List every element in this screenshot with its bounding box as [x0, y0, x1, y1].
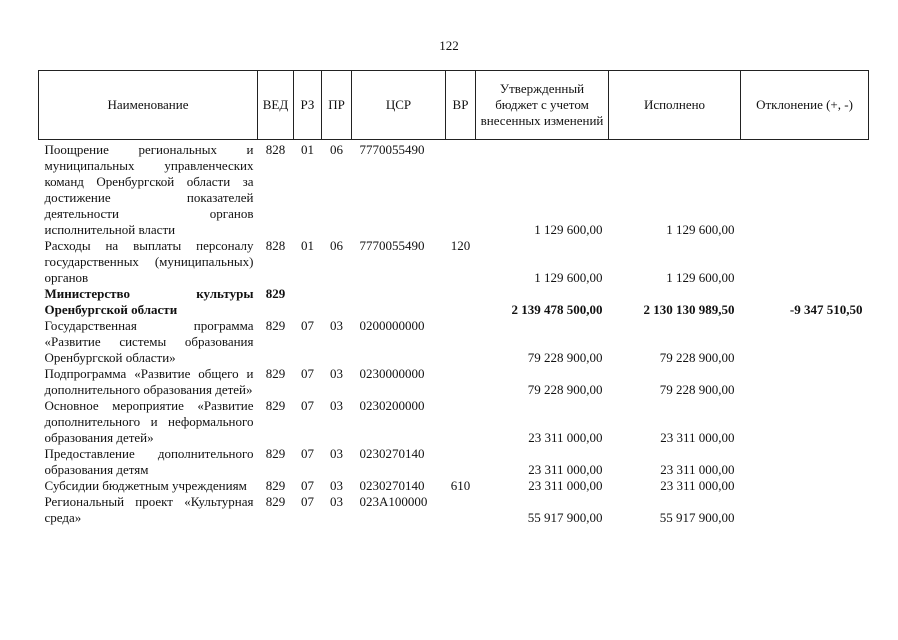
row-csr: 0230270140: [359, 478, 425, 493]
table-row: [39, 286, 869, 318]
row-executed: 23 311 000,00: [660, 430, 735, 445]
row-pr: 03: [330, 318, 343, 333]
row-vr: 120: [450, 238, 471, 253]
row-ved: 829: [265, 286, 286, 301]
row-approved: 1 129 600,00: [534, 222, 603, 237]
header-executed: Исполнено: [609, 71, 741, 140]
row-name: Основное мероприятие «Развитие дополнительного и неформального образования детей»: [44, 398, 254, 445]
header-approved: Утвержденный бюджет с учетом внесенных изменений: [476, 71, 609, 140]
row-csr: [352, 286, 446, 318]
row-vr: 610: [450, 478, 471, 493]
row-name: Региональный проект «Культурная среда»: [44, 494, 254, 525]
table-row: [39, 398, 869, 446]
row-ved: 829: [265, 494, 286, 509]
row-executed: 1 129 600,00: [666, 270, 735, 285]
row-ved: 829: [265, 446, 286, 461]
row-ved: 829: [265, 366, 286, 381]
row-csr: 7770055490: [359, 142, 425, 157]
table-row: [39, 238, 869, 286]
row-deviation: [741, 366, 869, 398]
table-row: [39, 478, 869, 494]
table-row: [39, 494, 869, 526]
row-csr: 023A100000: [359, 494, 428, 509]
row-pr: 03: [330, 478, 343, 493]
row-deviation: [741, 238, 869, 286]
header-ved: ВЕД: [258, 71, 294, 140]
row-rz: [294, 286, 322, 318]
row-pr: [322, 286, 352, 318]
row-approved: 1 129 600,00: [534, 270, 603, 285]
row-csr: 0200000000: [359, 318, 425, 333]
row-name: Предоставление дополнительного образования детям: [44, 446, 254, 477]
row-vr: [446, 446, 476, 478]
row-executed: 79 228 900,00: [659, 382, 735, 397]
row-deviation: [741, 494, 869, 526]
row-approved: 23 311 000,00: [528, 430, 603, 445]
table-row: [39, 318, 869, 366]
row-vr: [446, 286, 476, 318]
row-approved: 23 311 000,00: [528, 462, 603, 477]
row-approved: 23 311 000,00: [528, 478, 603, 493]
header-deviation: Отклонение (+, -): [741, 71, 869, 140]
row-approved: 2 139 478 500,00: [511, 302, 603, 317]
row-deviation: [741, 446, 869, 478]
row-name: Расходы на выплаты персоналу государственных (муниципальных) органов: [44, 238, 254, 285]
table-row: [39, 446, 869, 478]
header-pr: ПР: [322, 71, 352, 140]
header-name: Наименование: [39, 71, 258, 140]
row-ved: 828: [265, 142, 286, 157]
row-pr: 03: [330, 366, 343, 381]
row-vr: [446, 494, 476, 526]
row-executed: 23 311 000,00: [660, 478, 735, 493]
row-ved: 829: [265, 398, 286, 413]
header-rz: РЗ: [294, 71, 322, 140]
row-approved: 55 917 900,00: [527, 510, 603, 525]
row-rz: 07: [301, 446, 314, 461]
row-deviation: [741, 398, 869, 446]
row-vr: [446, 318, 476, 366]
row-executed: 55 917 900,00: [659, 510, 735, 525]
header-vr: ВР: [446, 71, 476, 140]
row-csr: 0230200000: [359, 398, 425, 413]
row-csr: 0230000000: [359, 366, 425, 381]
row-name: Субсидии бюджетным учреждениям: [44, 478, 247, 493]
row-vr: [446, 398, 476, 446]
row-approved: 79 228 900,00: [527, 382, 603, 397]
row-pr: 03: [330, 398, 343, 413]
row-ved: 829: [265, 478, 286, 493]
row-rz: 07: [301, 478, 314, 493]
row-executed: 2 130 130 989,50: [643, 302, 735, 317]
row-csr: 0230270140: [359, 446, 425, 461]
row-executed: 79 228 900,00: [659, 350, 735, 365]
row-deviation: -9 347 510,50: [789, 302, 863, 317]
page-number: 122: [439, 38, 459, 53]
header-csr: ЦСР: [352, 71, 446, 140]
row-vr: [446, 140, 476, 239]
row-ved: 828: [265, 238, 286, 253]
row-pr: 03: [330, 494, 343, 509]
row-approved: 79 228 900,00: [527, 350, 603, 365]
budget-table: [38, 70, 869, 526]
row-deviation: [741, 478, 869, 494]
row-pr: 06: [330, 142, 343, 157]
row-csr: 7770055490: [359, 238, 425, 253]
row-name: Министерство культуры Оренбургской области: [44, 286, 254, 317]
row-rz: 07: [301, 398, 314, 413]
row-rz: 07: [301, 318, 314, 333]
table-row: [39, 366, 869, 398]
table-row: [39, 140, 869, 239]
table-header-row: [39, 71, 869, 140]
row-pr: 03: [330, 446, 343, 461]
row-deviation: [741, 318, 869, 366]
row-pr: 06: [330, 238, 343, 253]
row-rz: 07: [301, 366, 314, 381]
row-name: Поощрение региональных и муниципальных управленческих команд Оренбургской области за достижение показателей деятельности органов исполнительной власти: [44, 142, 254, 237]
row-ved: 829: [265, 318, 286, 333]
row-deviation: [741, 140, 869, 239]
row-rz: 01: [301, 238, 314, 253]
row-rz: 07: [301, 494, 314, 509]
row-name: Государственная программа «Развитие системы образования Оренбургской области»: [44, 318, 254, 365]
row-executed: 23 311 000,00: [660, 462, 735, 477]
row-vr: [446, 366, 476, 398]
row-executed: 1 129 600,00: [666, 222, 735, 237]
row-rz: 01: [301, 142, 314, 157]
row-name: Подпрограмма «Развитие общего и дополнительного образования детей»: [44, 366, 254, 397]
